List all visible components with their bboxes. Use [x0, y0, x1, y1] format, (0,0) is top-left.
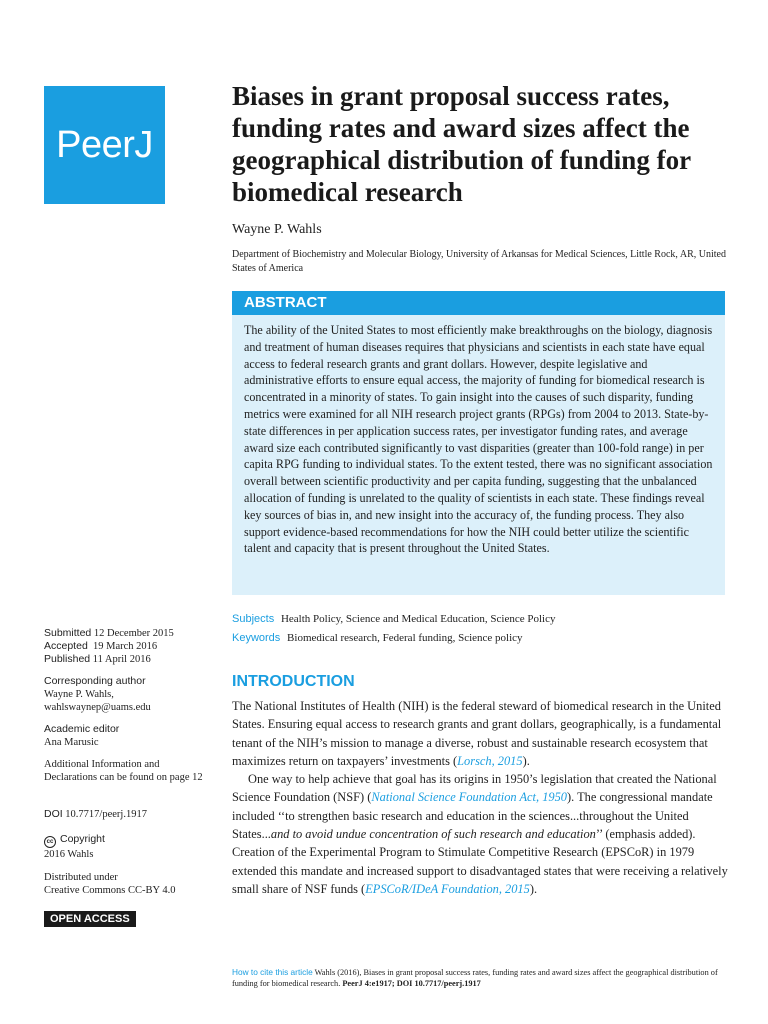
footer-label: How to cite this article	[232, 967, 313, 977]
accepted-date: 19 March 2016	[93, 641, 158, 652]
citation-lorsch[interactable]: Lorsch, 2015	[457, 753, 523, 768]
license-line-2: Creative Commons CC-BY 4.0	[44, 885, 176, 896]
intro-paragraph-2	[232, 770, 728, 898]
keywords-label: Keywords	[232, 632, 281, 644]
keywords-line	[232, 632, 523, 644]
corresponding-author-block	[44, 675, 214, 714]
corresponding-label: Corresponding author	[44, 675, 146, 687]
published-label: Published	[44, 653, 91, 665]
submitted-date: 12 December 2015	[93, 628, 174, 639]
citation-epscor[interactable]: EPSCoR/IDeA Foundation, 2015	[365, 881, 530, 896]
intro-p2-b: ). The congressional mandate included ‘‘to strengthen basic research and education in the sciences...throughout the United States...	[232, 790, 713, 842]
accepted-label: Accepted	[44, 640, 88, 652]
author-name: Wayne P. Wahls	[232, 222, 322, 237]
additional-info[interactable]: Additional Information and Declarations can be found on page 12	[44, 759, 203, 783]
intro-p1-text: The National Institutes of Health (NIH) is the federal steward of biomedical research in the United States. Ensuring equal access to research grants and grant dollars, geographically, is a fundamental tenant of the NIH’s mission to manage a diverse, robust and sustainable research ecosystem that maximizes return on taxpayers’ investments (	[232, 699, 722, 768]
creative-commons-icon: cc	[44, 836, 56, 848]
copyright-value: 2016 Wahls	[44, 849, 94, 860]
subjects-line	[232, 613, 555, 625]
license-block[interactable]	[44, 871, 214, 897]
abstract-box	[232, 291, 725, 595]
published-date: 11 April 2016	[92, 654, 151, 665]
intro-p2-c: ’’ (emphasis added). Creation of the Experimental Program to Stimulate Competitive Research (EPSCoR) in 1979 extended this mandate and increased support to disadvantaged states that were receiving a relatively small share of NSF funds (	[232, 827, 728, 896]
intro-p1-end: ).	[522, 753, 530, 768]
citation-nsf-act[interactable]: National Science Foundation Act, 1950	[371, 790, 567, 805]
intro-paragraph-1	[232, 697, 728, 770]
doi-line	[44, 808, 214, 821]
submitted-label: Submitted	[44, 627, 92, 639]
corresponding-email[interactable]: wahlswaynep@uams.edu	[44, 702, 151, 713]
license-line-1: Distributed under	[44, 872, 118, 883]
subjects-value: Health Policy, Science and Medical Education, Science Policy	[280, 613, 556, 625]
article-title: Biases in grant proposal success rates, funding rates and award sizes affect the geographical distribution of funding for biomedical research	[232, 81, 691, 207]
doi-value[interactable]: 10.7717/peerj.1917	[65, 809, 147, 820]
intro-p2-a: One way to help achieve that goal has its origins in 1950’s legislation that created the National Science Foundation (NSF) (	[232, 772, 717, 805]
copyright-block	[44, 833, 214, 861]
abstract-heading: ABSTRACT	[232, 291, 725, 315]
abstract-text: The ability of the United States to most efficiently make breakthroughs on the biology, diagnosis and treatment of human diseases requires that physicians and scientists in each state have equal access to federal research grants and grant dollars. However, despite legislative and administrative efforts to ensure equal access, the majority of funding for biomedical research is concentrated in a minority of states. To gain insight into the causes of such disparity, funding metrics were examined for all NIH research project grants (RPGs) from 2004 to 2013. State-by-state differences in per application success rates, per investigator funding rates, and average award size each contributed significantly to vast disparities (greater than 100-fold range) in per capita RPG funding to individual states. To the extent tested, there was no significant association overall between scientific productivity and per capita funding, suggesting that the unbalanced allocation of funding is unrelated to the quality of scientists in each state. These findings reveal key sources of bias in, and new insight into the accuracy of, the funding process. They also support evidence-based recommendations for how the NIH could better utilize the scientific talent and capacity that is present throughout the United States.	[244, 323, 713, 556]
copyright-label: Copyright	[60, 833, 105, 845]
academic-editor-block	[44, 723, 214, 749]
editor-name: Ana Marusic	[44, 737, 99, 748]
citation-footer	[232, 967, 728, 989]
logo-text: PeerJ	[56, 123, 153, 166]
introduction-heading: INTRODUCTION	[232, 673, 355, 690]
doi-label: DOI	[44, 808, 63, 820]
footer-journal: PeerJ 4:e1917; DOI 10.7717/peerj.1917	[342, 979, 481, 988]
footer-text: Wahls (2016), Biases in grant proposal success rates, funding rates and award sizes affect the geographical distribution of funding for biomedical research.	[232, 968, 718, 988]
editor-label: Academic editor	[44, 723, 120, 735]
author-affiliation: Department of Biochemistry and Molecular Biology, University of Arkansas for Medical Sciences, Little Rock, AR, United States of America	[232, 249, 726, 274]
intro-p2-d: ).	[529, 881, 538, 896]
intro-p2-emphasis: and to avoid undue concentration of such research and education	[270, 827, 596, 842]
dates-block	[44, 627, 214, 666]
corresponding-name: Wayne P. Wahls,	[44, 689, 114, 700]
open-access-badge: OPEN ACCESS	[44, 911, 136, 927]
introduction-body	[232, 697, 728, 898]
peerj-logo[interactable]	[44, 86, 165, 204]
subjects-label: Subjects	[232, 613, 275, 625]
keywords-value: Biomedical research, Federal funding, Science policy	[287, 632, 523, 644]
